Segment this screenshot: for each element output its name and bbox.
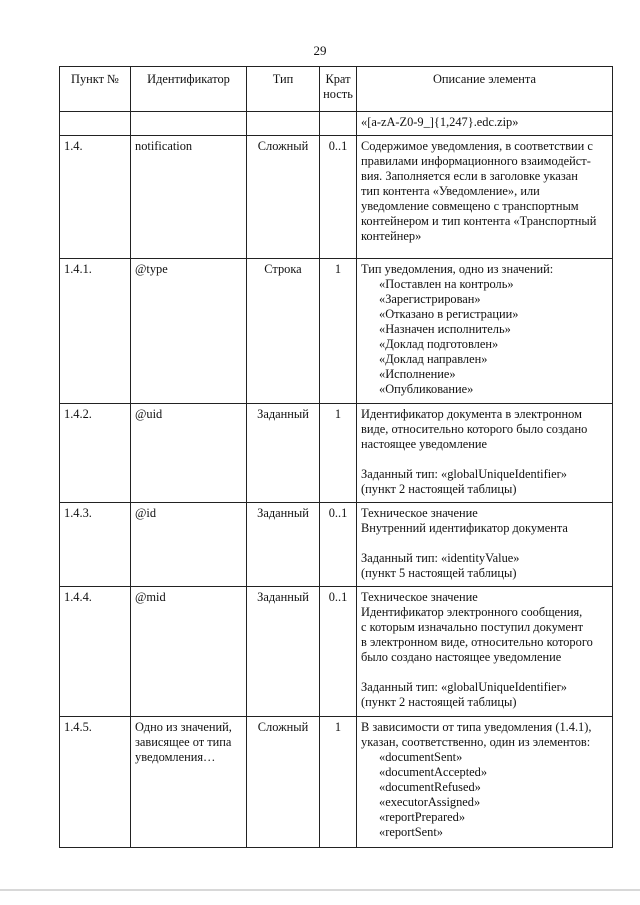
cell-type: Заданный <box>247 503 320 587</box>
cell-multiplicity <box>320 112 357 136</box>
table-row-continuation <box>60 112 613 136</box>
cell-multiplicity: 1 <box>320 404 357 503</box>
value-item: «executorAssigned» <box>379 795 481 809</box>
cell-type: Заданный <box>247 587 320 717</box>
description-line: указан, соответственно, один из элементов: <box>361 735 591 749</box>
value-item: «Поставлен на контроль» <box>379 277 514 291</box>
description-line: виде, относительно которого было создано <box>361 422 588 436</box>
header-num: Пункт № <box>60 67 131 112</box>
identifier-line: зависящее от типа <box>135 735 232 749</box>
cell-multiplicity: 1 <box>320 717 357 848</box>
cell-identifier: @type <box>131 259 247 404</box>
table-row <box>60 259 613 404</box>
header-description: Описание элемента <box>357 67 613 112</box>
spacer <box>361 452 608 467</box>
cell-num <box>60 112 131 136</box>
description-line: Заданный тип: «identityValue» <box>361 551 520 565</box>
cell-description <box>357 717 613 848</box>
cell-num: 1.4.5. <box>60 717 131 848</box>
cell-num: 1.4.4. <box>60 587 131 717</box>
description-line: (пункт 5 настоящей таблицы) <box>361 566 517 580</box>
cell-multiplicity: 0..1 <box>320 587 357 717</box>
description-line: контейнером и тип контента «Транспортный <box>361 214 597 228</box>
cell-identifier: @id <box>131 503 247 587</box>
description-line: тип контента «Уведомление», или <box>361 184 540 198</box>
value-item: «reportPrepared» <box>379 810 466 824</box>
cell-description <box>357 404 613 503</box>
spacer <box>361 665 608 680</box>
cell-description: «[a-zA-Z0-9_]{1,247}.edc.zip» <box>357 112 613 136</box>
header-type: Тип <box>247 67 320 112</box>
description-line: Тип уведомления, одно из значений: <box>361 262 554 276</box>
table-row <box>60 404 613 503</box>
cell-multiplicity: 0..1 <box>320 503 357 587</box>
value-item: «Исполнение» <box>379 367 456 381</box>
description-line: Внутренний идентификатор документа <box>361 521 568 535</box>
header-multiplicity <box>320 67 357 112</box>
cell-description <box>357 259 613 404</box>
cell-multiplicity: 1 <box>320 259 357 404</box>
value-item: «reportSent» <box>379 825 444 839</box>
description-line: (пункт 2 настоящей таблицы) <box>361 695 517 709</box>
description-line: (пункт 2 настоящей таблицы) <box>361 482 517 496</box>
value-item: «documentRefused» <box>379 780 481 794</box>
cell-identifier: @mid <box>131 587 247 717</box>
header-identifier: Идентификатор <box>131 67 247 112</box>
description-line: было создано настоящее уведомление <box>361 650 562 664</box>
description-line: с которым изначально поступил документ <box>361 620 584 634</box>
cell-identifier: @uid <box>131 404 247 503</box>
cell-description <box>357 503 613 587</box>
description-line: Техническое значение <box>361 590 478 604</box>
description-line: Идентификатор документа в электронном <box>361 407 582 421</box>
description-line: правилами информационного взаимодейст- <box>361 154 591 168</box>
identifier-line: Одно из значений, <box>135 720 232 734</box>
cell-num: 1.4.3. <box>60 503 131 587</box>
table-row <box>60 717 613 848</box>
cell-identifier <box>131 112 247 136</box>
table-row <box>60 587 613 717</box>
table-row <box>60 136 613 259</box>
description-line: Заданный тип: «globalUniqueIdentifier» <box>361 680 567 694</box>
cell-type: Строка <box>247 259 320 404</box>
cell-num: 1.4.1. <box>60 259 131 404</box>
value-item: «Назначен исполнитель» <box>379 322 511 336</box>
cell-type <box>247 112 320 136</box>
scan-edge-line <box>0 889 640 891</box>
description-line: Техническое значение <box>361 506 478 520</box>
header-multiplicity-line1: Крат <box>325 72 351 86</box>
cell-type: Сложный <box>247 136 320 259</box>
description-line: вия. Заполняется если в заголовке указан <box>361 169 578 183</box>
value-item: «documentSent» <box>379 750 463 764</box>
description-line: уведомление совмещено с транспортным <box>361 199 579 213</box>
cell-identifier: notification <box>131 136 247 259</box>
cell-type: Сложный <box>247 717 320 848</box>
description-line: В зависимости от типа уведомления (1.4.1), <box>361 720 592 734</box>
page-number: 29 <box>313 43 327 58</box>
spacer <box>361 536 608 551</box>
cell-multiplicity: 0..1 <box>320 136 357 259</box>
cell-identifier <box>131 717 247 848</box>
value-item: «Отказано в регистрации» <box>379 307 519 321</box>
value-item: «Доклад подготовлен» <box>379 337 499 351</box>
spec-table <box>59 66 613 848</box>
header-multiplicity-line2: ность <box>323 87 353 101</box>
value-item: «Опубликование» <box>379 382 474 396</box>
description-line: Заданный тип: «globalUniqueIdentifier» <box>361 467 567 481</box>
value-item: «Доклад направлен» <box>379 352 488 366</box>
cell-num: 1.4. <box>60 136 131 259</box>
description-line: Содержимое уведомления, в соответствии с <box>361 139 593 153</box>
value-item: «Зарегистрирован» <box>379 292 481 306</box>
description-line: в электронном виде, относительно которого <box>361 635 593 649</box>
cell-num: 1.4.2. <box>60 404 131 503</box>
value-item: «documentAccepted» <box>379 765 488 779</box>
cell-description <box>357 587 613 717</box>
description-line: настоящее уведомление <box>361 437 488 451</box>
cell-type: Заданный <box>247 404 320 503</box>
description-line: Идентификатор электронного сообщения, <box>361 605 583 619</box>
description-line: контейнер» <box>361 229 422 243</box>
table-header-row <box>60 67 613 112</box>
cell-description <box>357 136 613 259</box>
table-row <box>60 503 613 587</box>
identifier-line: уведомления… <box>135 750 216 764</box>
